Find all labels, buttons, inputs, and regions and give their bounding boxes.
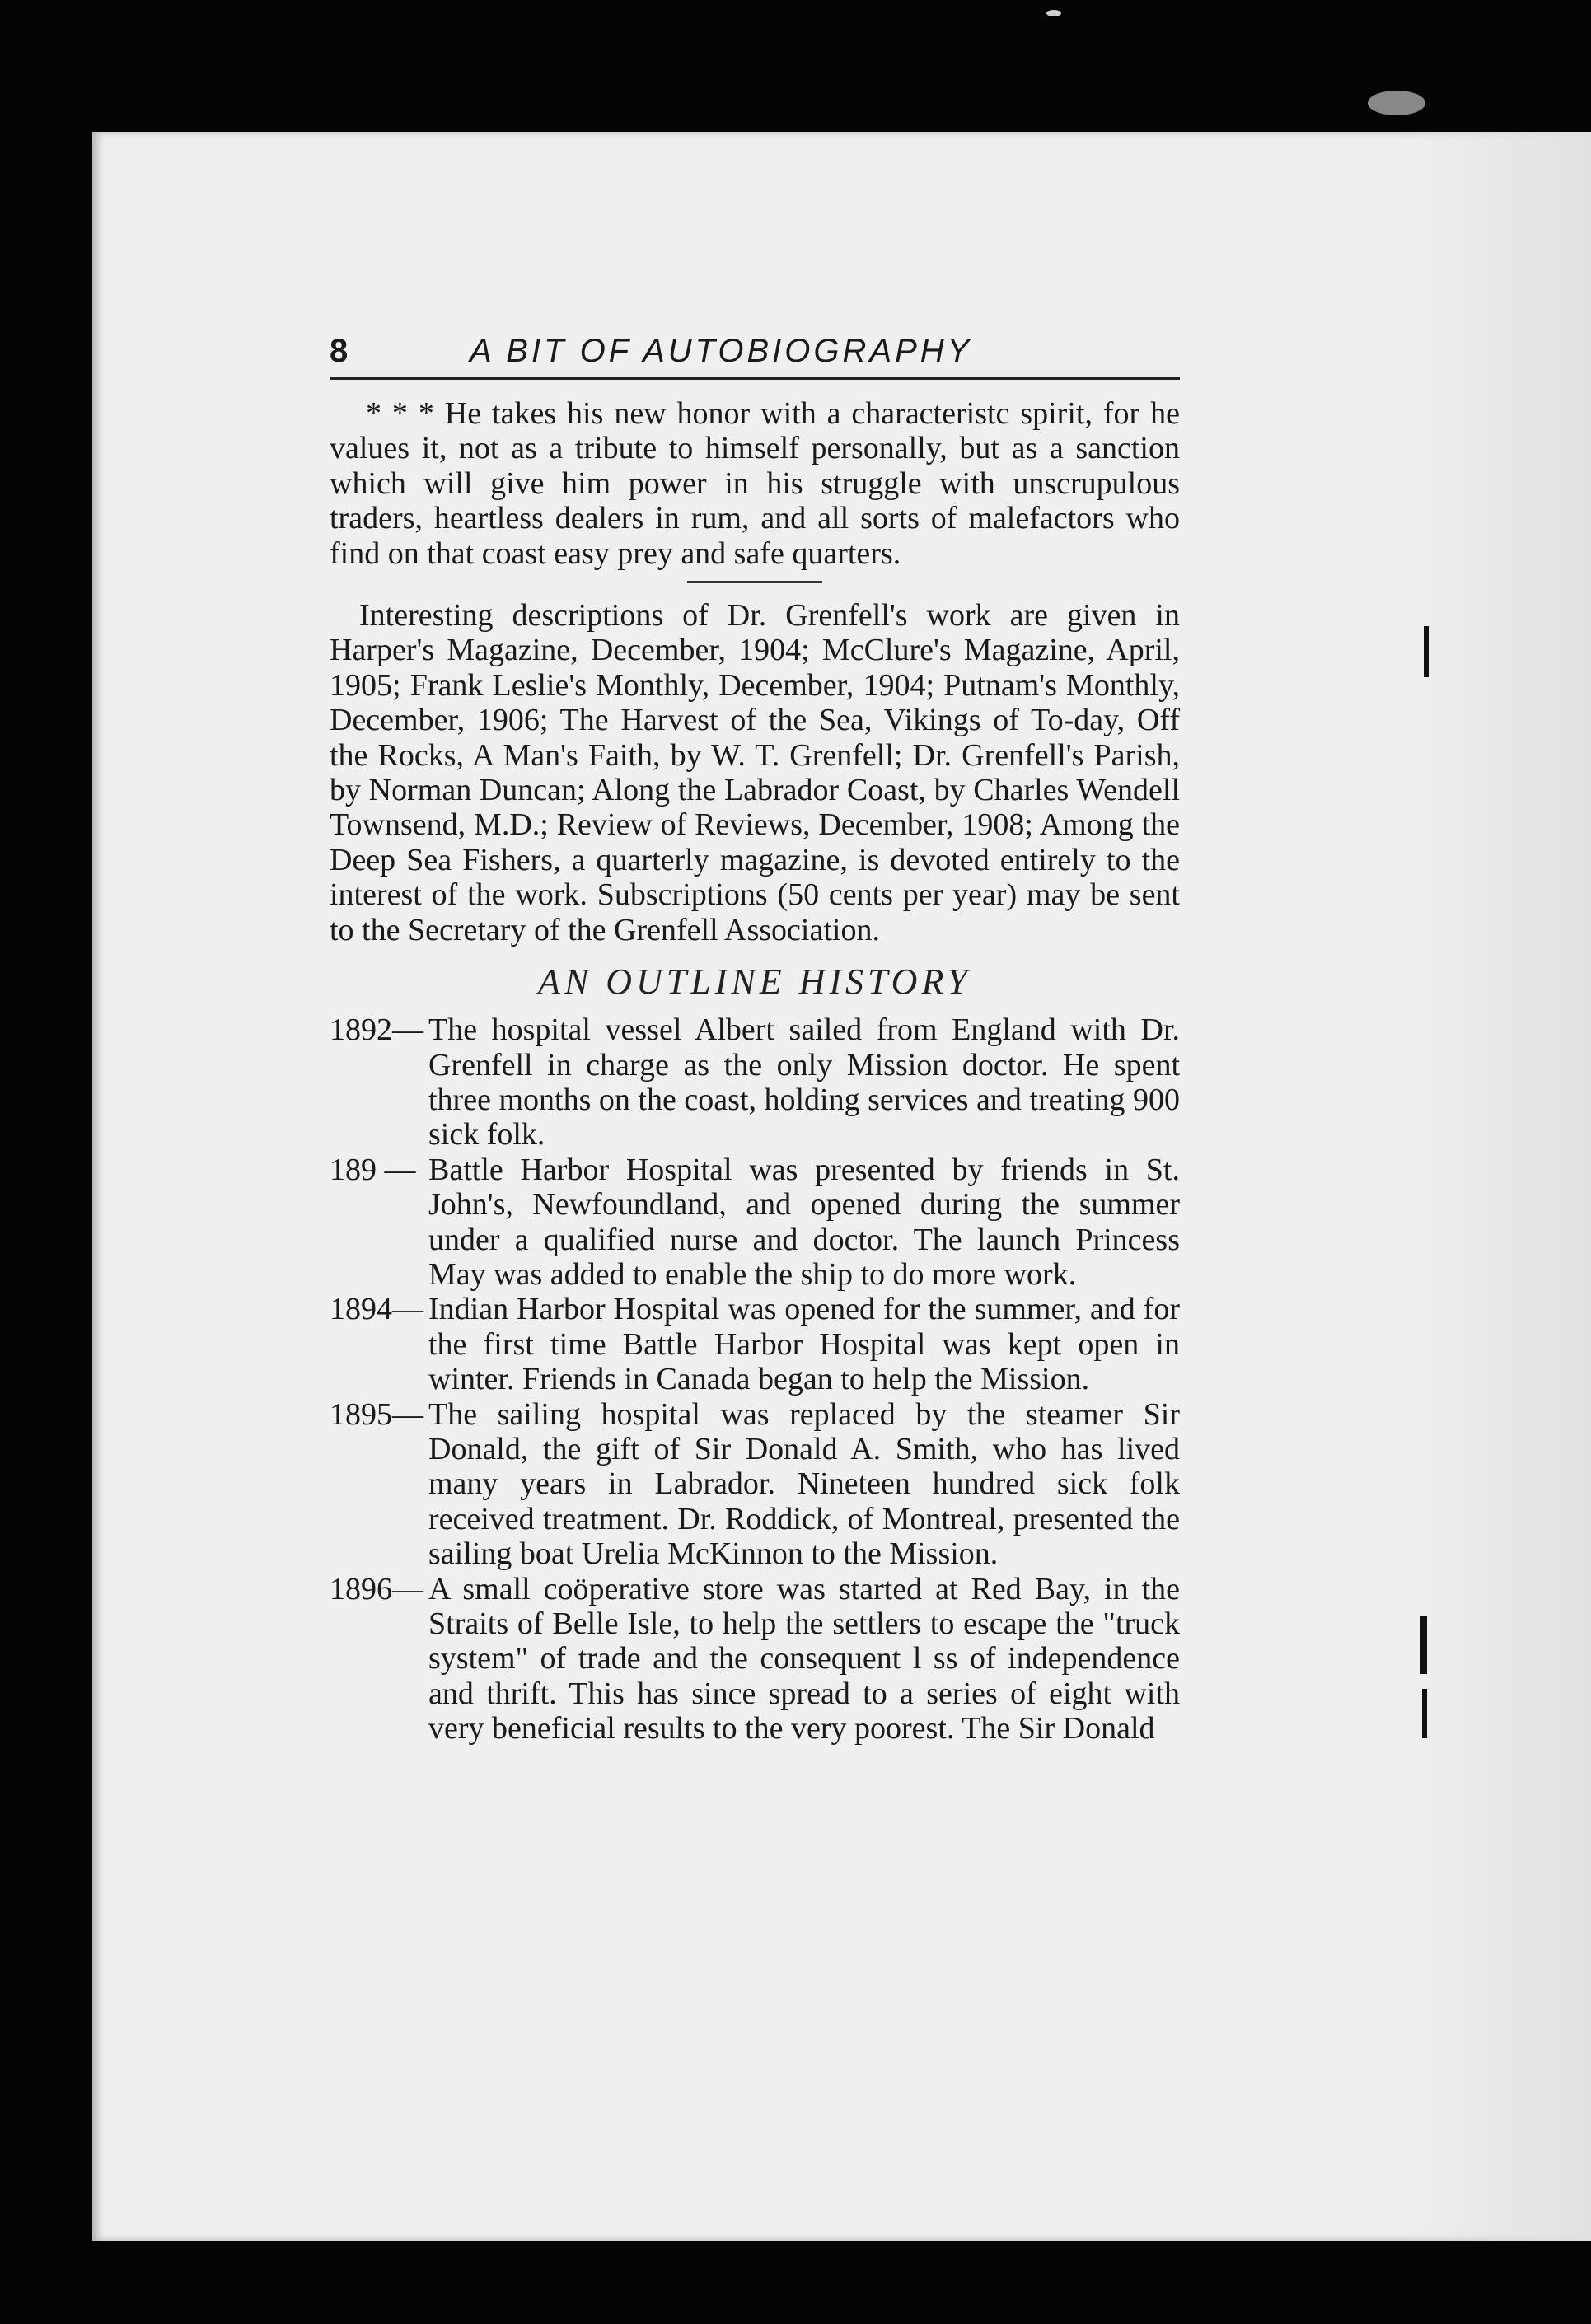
history-year: 1895— <box>330 1396 423 1432</box>
history-list <box>330 1012 1180 1747</box>
margin-ink-mark <box>1420 1616 1427 1674</box>
scan-speck <box>1046 10 1061 16</box>
references-paragraph: Interesting descriptions of Dr. Grenfell's work are given in Harper's Magazine, December, 1904; McClure's Magazine, April, 1905; Frank Leslie's Monthly, December, 1904; Putnam's Monthly, December, 1906; The Harvest of the Sea, Vikings of To-day, Off the Rocks, A Man's Faith, by W. T. Grenfell; Dr. Grenfell's Parish, by Norman Duncan; Along the Labrador Coast, by Charles Wendell Townsend, M.D.; Review of Reviews, December, 1908; Among the Deep Sea Fishers, a quarterly magazine, is devoted entirely to the interest of the work. Subscriptions (50 cents per year) may be sent to the Secretary of the Grenfell Association. <box>330 598 1180 947</box>
history-entry <box>330 1292 1180 1396</box>
history-text: The sailing hospital was replaced by the steamer Sir Donald, the gift of Sir Donald A. Smith, who has lived many years in Labrador. Nineteen hundred sick folk received treatment. Dr. Roddick, of Montreal, presented the sailing boat Urelia McKinnon to the Mission. <box>428 1396 1180 1572</box>
page-edge-shadow <box>1401 132 1591 2241</box>
history-year: 189 — <box>330 1152 416 1187</box>
history-year: 1896— <box>330 1571 423 1606</box>
margin-ink-mark <box>1424 626 1429 677</box>
page-content <box>330 328 1180 1747</box>
margin-ink-mark <box>1422 1689 1427 1738</box>
history-entry <box>330 1572 1180 1747</box>
page-number: 8 <box>330 333 352 369</box>
history-entry <box>330 1153 1180 1293</box>
history-text: Indian Harbor Hospital was opened for the summer, and for the first time Battle Harbor Hospital was kept open in winter. Friends in Canada began to help the Mission. <box>428 1292 1180 1397</box>
history-text: The hospital vessel Albert sailed from England with Dr. Grenfell in charge as the only Mission doctor. He spent three months on the coast, holding services and treating 900 sick folk. <box>428 1012 1180 1153</box>
quote-paragraph: * * * He takes his new honor with a characteristc spirit, for he values it, not as a tribute to himself personally, but as a sanction which will give him power in his struggle with unscrupulous traders, heartless dealers in rum, and all sorts of malefactors who find on that coast easy prey and safe quarters. <box>330 396 1180 571</box>
running-head <box>330 328 1180 380</box>
history-text: Battle Harbor Hospital was presented by friends in St. John's, Newfoundland, and opened during the summer under a qualified nurse and doctor. The launch Princess May was added to enable the ship to do more work. <box>428 1152 1180 1292</box>
section-heading: AN OUTLINE HISTORY <box>537 961 972 1003</box>
history-entry <box>330 1397 1180 1572</box>
section-divider <box>687 581 822 583</box>
history-year: 1894— <box>330 1292 423 1327</box>
history-text: A small coöperative store was started at Red Bay, in the Straits of Belle Isle, to help the settlers to escape the "truck system" of trade and the consequent l ss of independence and thrift. This has since spread to a series of eight with very beneficial results to the very poorest. The Sir Donald <box>428 1571 1180 1747</box>
running-title: A BIT OF AUTOBIOGRAPHY <box>470 333 973 369</box>
history-year: 1892— <box>330 1012 423 1048</box>
history-entry <box>330 1012 1180 1153</box>
scan-speck <box>1368 91 1425 115</box>
